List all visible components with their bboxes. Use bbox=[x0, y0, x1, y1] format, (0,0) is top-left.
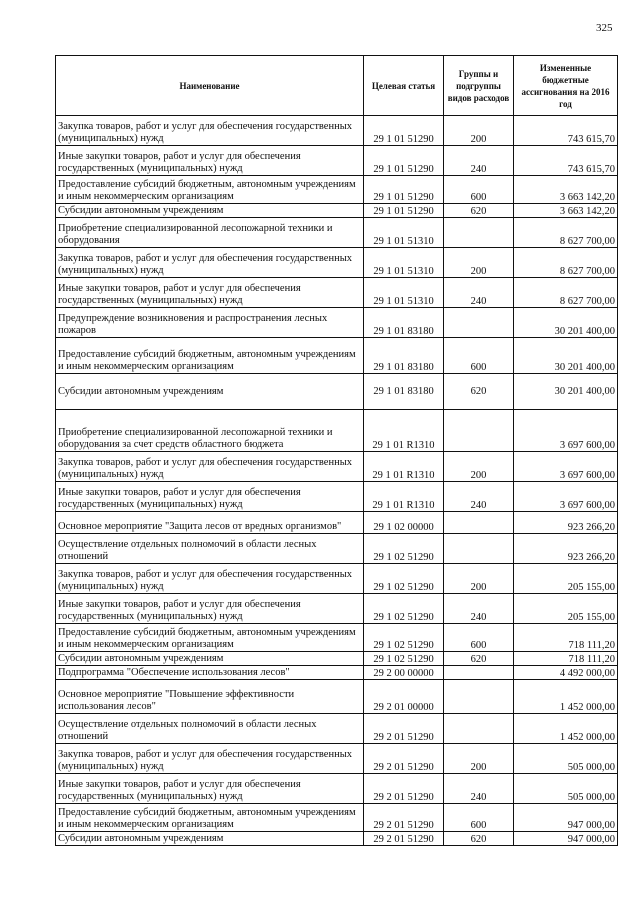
row-name: Иные закупки товаров, работ и услуг для обеспечения государственных (муниципальных) нужд bbox=[56, 278, 364, 308]
row-group: 620 bbox=[444, 652, 514, 666]
row-amount: 947 000,00 bbox=[514, 804, 618, 832]
row-code: 29 1 01 51310 bbox=[364, 248, 444, 278]
table-row bbox=[56, 452, 618, 482]
row-group bbox=[444, 308, 514, 338]
table-header bbox=[56, 56, 618, 116]
header-name: Наименование bbox=[56, 56, 364, 116]
table-row bbox=[56, 774, 618, 804]
row-group bbox=[444, 410, 514, 452]
table-row bbox=[56, 832, 618, 846]
table-row bbox=[56, 146, 618, 176]
row-amount: 30 201 400,00 bbox=[514, 308, 618, 338]
table-row bbox=[56, 308, 618, 338]
row-amount: 743 615,70 bbox=[514, 146, 618, 176]
budget-table bbox=[55, 55, 618, 846]
table-row bbox=[56, 278, 618, 308]
row-code: 29 1 01 83180 bbox=[364, 338, 444, 374]
row-amount: 923 266,20 bbox=[514, 512, 618, 534]
row-group: 200 bbox=[444, 248, 514, 278]
row-name: Закупка товаров, работ и услуг для обеспечения государственных (муниципальных) нужд bbox=[56, 744, 364, 774]
row-amount: 1 452 000,00 bbox=[514, 680, 618, 714]
row-name: Иные закупки товаров, работ и услуг для обеспечения государственных (муниципальных) нужд bbox=[56, 774, 364, 804]
row-name: Субсидии автономным учреждениям bbox=[56, 652, 364, 666]
table-row bbox=[56, 374, 618, 410]
row-group: 240 bbox=[444, 146, 514, 176]
row-code: 29 1 01 83180 bbox=[364, 374, 444, 410]
row-group: 600 bbox=[444, 338, 514, 374]
row-amount: 30 201 400,00 bbox=[514, 374, 618, 410]
row-group: 620 bbox=[444, 374, 514, 410]
row-group bbox=[444, 680, 514, 714]
row-name: Предоставление субсидий бюджетным, автономным учреждениям и иным некоммерческим организациям bbox=[56, 176, 364, 204]
row-code: 29 1 02 51290 bbox=[364, 624, 444, 652]
row-name: Субсидии автономным учреждениям bbox=[56, 832, 364, 846]
row-amount: 205 155,00 bbox=[514, 594, 618, 624]
table-row bbox=[56, 482, 618, 512]
row-name: Субсидии автономным учреждениям bbox=[56, 374, 364, 410]
row-amount: 3 697 600,00 bbox=[514, 482, 618, 512]
row-name: Приобретение специализированной лесопожарной техники и оборудования за счет средств областного бюджета bbox=[56, 410, 364, 452]
row-group: 200 bbox=[444, 744, 514, 774]
row-amount: 3 663 142,20 bbox=[514, 176, 618, 204]
row-name: Субсидии автономным учреждениям bbox=[56, 204, 364, 218]
table-row bbox=[56, 652, 618, 666]
row-code: 29 1 01 51290 bbox=[364, 176, 444, 204]
row-code: 29 1 01 51310 bbox=[364, 278, 444, 308]
row-group: 600 bbox=[444, 624, 514, 652]
row-group: 620 bbox=[444, 204, 514, 218]
row-code: 29 2 01 51290 bbox=[364, 774, 444, 804]
row-amount: 743 615,70 bbox=[514, 116, 618, 146]
row-amount: 718 111,20 bbox=[514, 624, 618, 652]
table-row bbox=[56, 804, 618, 832]
table-row bbox=[56, 116, 618, 146]
row-amount: 947 000,00 bbox=[514, 832, 618, 846]
row-code: 29 1 01 51290 bbox=[364, 116, 444, 146]
row-code: 29 2 01 51290 bbox=[364, 832, 444, 846]
row-name: Приобретение специализированной лесопожарной техники и оборудования bbox=[56, 218, 364, 248]
table-row bbox=[56, 176, 618, 204]
row-name: Закупка товаров, работ и услуг для обеспечения государственных (муниципальных) нужд bbox=[56, 116, 364, 146]
row-name: Предоставление субсидий бюджетным, автономным учреждениям и иным некоммерческим организациям bbox=[56, 338, 364, 374]
row-code: 29 1 02 51290 bbox=[364, 652, 444, 666]
row-group: 200 bbox=[444, 116, 514, 146]
table-row bbox=[56, 410, 618, 452]
row-code: 29 1 02 51290 bbox=[364, 534, 444, 564]
row-code: 29 1 02 00000 bbox=[364, 512, 444, 534]
row-name: Иные закупки товаров, работ и услуг для обеспечения государственных (муниципальных) нужд bbox=[56, 482, 364, 512]
row-amount: 3 697 600,00 bbox=[514, 452, 618, 482]
row-amount: 30 201 400,00 bbox=[514, 338, 618, 374]
row-group bbox=[444, 218, 514, 248]
row-code: 29 1 02 51290 bbox=[364, 564, 444, 594]
row-amount: 923 266,20 bbox=[514, 534, 618, 564]
row-group: 600 bbox=[444, 176, 514, 204]
row-group: 620 bbox=[444, 832, 514, 846]
row-group bbox=[444, 512, 514, 534]
row-code: 29 1 01 51310 bbox=[364, 218, 444, 248]
row-amount: 8 627 700,00 bbox=[514, 278, 618, 308]
row-name: Предупреждение возникновения и распространения лесных пожаров bbox=[56, 308, 364, 338]
table-row bbox=[56, 564, 618, 594]
row-amount: 505 000,00 bbox=[514, 744, 618, 774]
row-code: 29 2 01 00000 bbox=[364, 680, 444, 714]
row-amount: 718 111,20 bbox=[514, 652, 618, 666]
row-group: 240 bbox=[444, 774, 514, 804]
table-row bbox=[56, 248, 618, 278]
row-name: Осуществление отдельных полномочий в области лесных отношений bbox=[56, 534, 364, 564]
row-name: Предоставление субсидий бюджетным, автономным учреждениям и иным некоммерческим организациям bbox=[56, 624, 364, 652]
row-code: 29 1 01 83180 bbox=[364, 308, 444, 338]
row-group bbox=[444, 666, 514, 680]
header-amount: Измененные бюджетные ассигнования на 2016 год bbox=[514, 56, 618, 116]
row-amount: 205 155,00 bbox=[514, 564, 618, 594]
row-code: 29 1 01 51290 bbox=[364, 204, 444, 218]
row-name: Иные закупки товаров, работ и услуг для обеспечения государственных (муниципальных) нужд bbox=[56, 594, 364, 624]
header-group: Группы и подгруппы видов расходов bbox=[444, 56, 514, 116]
table-row bbox=[56, 714, 618, 744]
row-code: 29 1 01 51290 bbox=[364, 146, 444, 176]
row-group bbox=[444, 714, 514, 744]
row-code: 29 1 01 R1310 bbox=[364, 482, 444, 512]
row-code: 29 2 01 51290 bbox=[364, 714, 444, 744]
row-name: Основное мероприятие "Защита лесов от вредных организмов" bbox=[56, 512, 364, 534]
row-group: 240 bbox=[444, 482, 514, 512]
row-amount: 3 663 142,20 bbox=[514, 204, 618, 218]
table-row bbox=[56, 338, 618, 374]
table-body bbox=[56, 116, 618, 846]
row-name: Осуществление отдельных полномочий в области лесных отношений bbox=[56, 714, 364, 744]
header-code: Целевая статья bbox=[364, 56, 444, 116]
table-row bbox=[56, 204, 618, 218]
row-group: 240 bbox=[444, 278, 514, 308]
row-group bbox=[444, 534, 514, 564]
row-code: 29 1 02 51290 bbox=[364, 594, 444, 624]
table-row bbox=[56, 680, 618, 714]
row-amount: 505 000,00 bbox=[514, 774, 618, 804]
row-group: 240 bbox=[444, 594, 514, 624]
row-code: 29 2 01 51290 bbox=[364, 744, 444, 774]
row-group: 200 bbox=[444, 564, 514, 594]
row-code: 29 1 01 R1310 bbox=[364, 452, 444, 482]
table-row bbox=[56, 666, 618, 680]
row-name: Иные закупки товаров, работ и услуг для обеспечения государственных (муниципальных) нужд bbox=[56, 146, 364, 176]
row-group: 200 bbox=[444, 452, 514, 482]
row-amount: 8 627 700,00 bbox=[514, 218, 618, 248]
table-row bbox=[56, 594, 618, 624]
row-group: 600 bbox=[444, 804, 514, 832]
row-amount: 3 697 600,00 bbox=[514, 410, 618, 452]
row-code: 29 2 01 51290 bbox=[364, 804, 444, 832]
row-code: 29 2 00 00000 bbox=[364, 666, 444, 680]
row-amount: 1 452 000,00 bbox=[514, 714, 618, 744]
row-name: Основное мероприятие "Повышение эффективности использования лесов" bbox=[56, 680, 364, 714]
row-name: Подпрограмма "Обеспечение использования лесов" bbox=[56, 666, 364, 680]
row-name: Закупка товаров, работ и услуг для обеспечения государственных (муниципальных) нужд bbox=[56, 452, 364, 482]
page-number: 325 bbox=[596, 22, 613, 34]
row-amount: 4 492 000,00 bbox=[514, 666, 618, 680]
row-code: 29 1 01 R1310 bbox=[364, 410, 444, 452]
table-row bbox=[56, 624, 618, 652]
row-name: Закупка товаров, работ и услуг для обеспечения государственных (муниципальных) нужд bbox=[56, 248, 364, 278]
table-row bbox=[56, 218, 618, 248]
table-row bbox=[56, 534, 618, 564]
table-row bbox=[56, 512, 618, 534]
row-amount: 8 627 700,00 bbox=[514, 248, 618, 278]
row-name: Закупка товаров, работ и услуг для обеспечения государственных (муниципальных) нужд bbox=[56, 564, 364, 594]
row-name: Предоставление субсидий бюджетным, автономным учреждениям и иным некоммерческим организациям bbox=[56, 804, 364, 832]
table-row bbox=[56, 744, 618, 774]
